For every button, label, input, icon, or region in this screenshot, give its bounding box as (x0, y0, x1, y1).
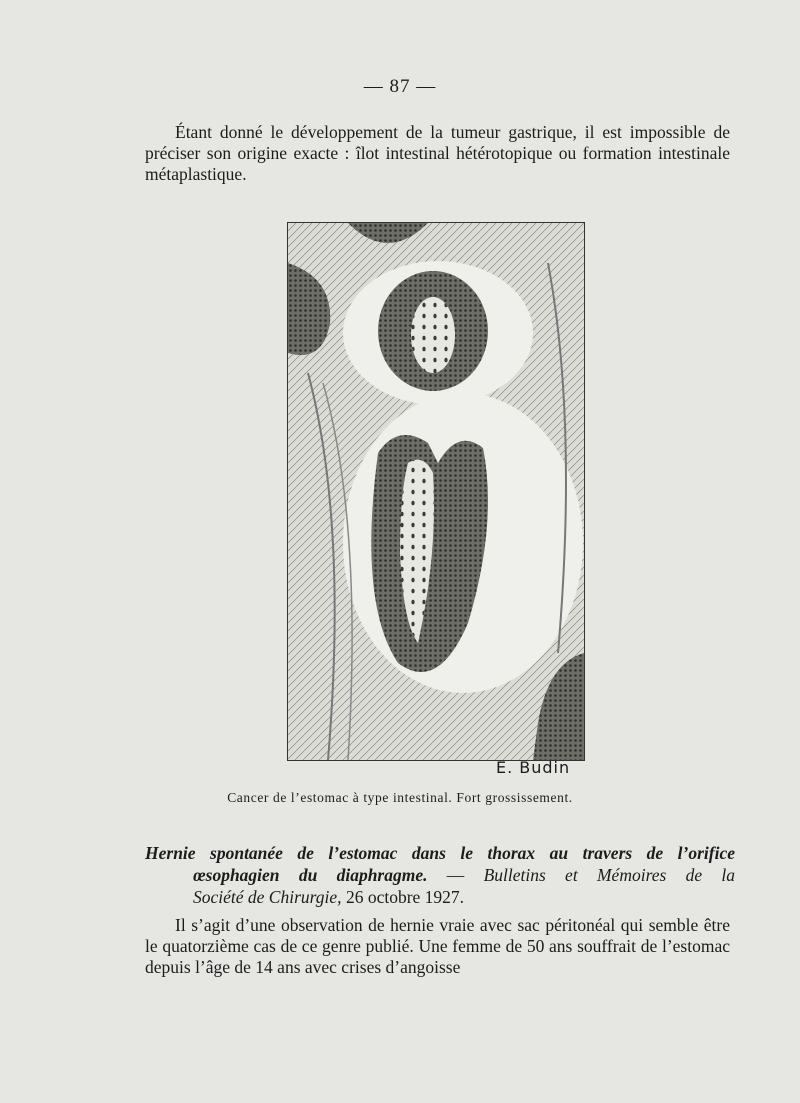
histology-illustration-icon (288, 223, 584, 760)
section-source-part2: Société de Chirurgie, (193, 887, 342, 907)
page-number: — 87 — (363, 76, 437, 97)
intro-paragraph: Étant donné le développement de la tumeur gastrique, il est impossible de préciser son origine exacte : îlot intestinal hétérotopique ou formation intestinale métaplastique. (145, 122, 730, 184)
section-title-part2: œsophagien du diaphragme. (193, 865, 428, 885)
section-heading (145, 842, 735, 908)
figure-signature: E. Budin (496, 758, 571, 777)
section-date: 26 octobre 1927. (341, 887, 465, 907)
figure-caption: Cancer de l’estomac à type intestinal. Fort grossissement. (227, 790, 573, 805)
section-dash: — (427, 865, 484, 885)
histology-figure (287, 222, 585, 761)
section-title-part1: Hernie spontanée de l’estomac dans le thorax au travers de l’orifice (145, 843, 735, 863)
body-paragraph: Il s’agit d’une observation de hernie vraie avec sac péritonéal qui semble être le quatorzième cas de ce genre publié. Une femme de 50 ans souffrait de l’estomac depuis l’âge de 14 ans avec crises d’angoisse (145, 915, 730, 977)
section-source-part1: Bulletins et Mémoires de la (483, 865, 735, 885)
